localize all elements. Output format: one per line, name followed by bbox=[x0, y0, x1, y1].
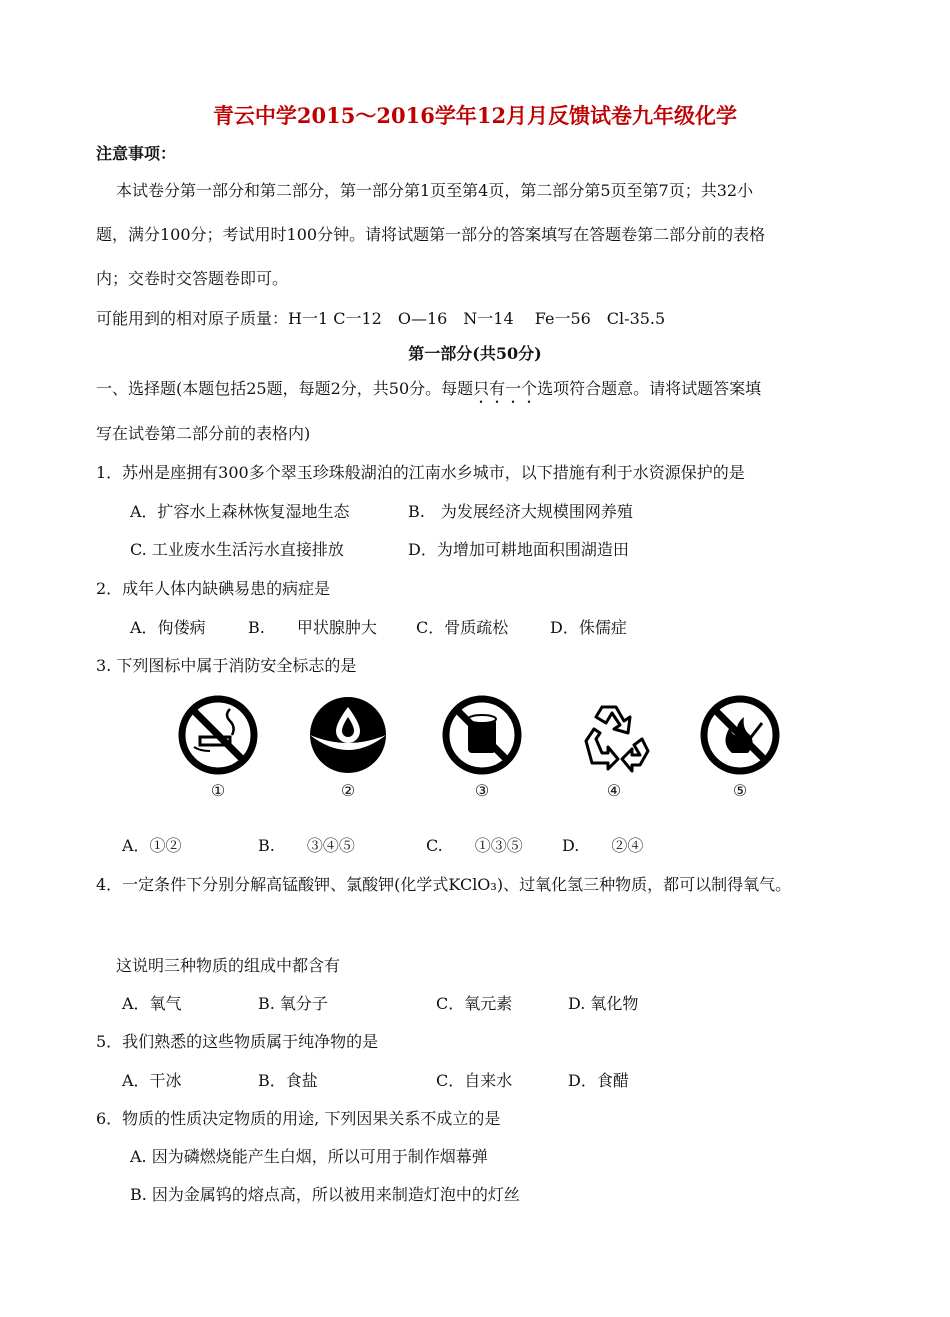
no-fuel-barrel-icon bbox=[440, 693, 524, 777]
q5-stem: 5．我们熟悉的这些物质属于纯净物的是 bbox=[96, 1032, 379, 1051]
section-intro-line-2: 写在试卷第二部分前的表格内) bbox=[96, 424, 311, 443]
notice-line-1: 本试卷分第一部分和第二部分，第一部分第1页至第4页，第二部分第5页至第7页；共32小 bbox=[116, 181, 754, 200]
notice-heading: 注意事项： bbox=[96, 144, 177, 163]
q1-option-d: D．为增加可耕地面积围湖造田 bbox=[408, 540, 629, 559]
recycling-icon bbox=[572, 693, 656, 777]
q2-option-b: B. 甲状腺肿大 bbox=[248, 618, 377, 637]
q2-option-a: A．佝偻病 bbox=[130, 618, 206, 637]
section-intro bbox=[96, 378, 761, 407]
sign-2 bbox=[298, 693, 398, 803]
q6-stem: 6．物质的性质决定物质的用途, 下列因果关系不成立的是 bbox=[96, 1109, 501, 1128]
q1-option-c: C. 工业废水生活污水直接排放 bbox=[130, 540, 344, 559]
q5-option-a: A．干冰 bbox=[122, 1071, 182, 1090]
q4-option-a: A．氧气 bbox=[122, 994, 182, 1013]
water-saving-icon bbox=[306, 693, 390, 777]
q6-option-b: B. 因为金属钨的熔点高，所以被用来制造灯泡中的灯丝 bbox=[130, 1185, 520, 1204]
section-intro-text-a: 一、选择题(本题包括25题，每题2分，共50分。每题 bbox=[96, 379, 474, 398]
q1-option-a: A．扩容水上森林恢复湿地生态 bbox=[130, 502, 350, 521]
q3-option-a: A．①② bbox=[122, 836, 182, 855]
q4-option-c: C．氧元素 bbox=[436, 994, 513, 1013]
sign-3-number: ③ bbox=[474, 781, 490, 800]
exam-title: 青云中学2015～2016学年12月月反馈试卷九年级化学 bbox=[212, 103, 738, 128]
sign-4 bbox=[564, 693, 664, 803]
no-smoking-icon bbox=[176, 693, 260, 777]
q3-option-d: D. ②④ bbox=[562, 836, 644, 855]
q4-stem-continued: 这说明三种物质的组成中都含有 bbox=[116, 956, 341, 975]
q1-option-b: B. 为发展经济大规模围网养殖 bbox=[408, 502, 633, 521]
q2-stem: 2．成年人体内缺碘易患的病症是 bbox=[96, 579, 331, 598]
q4-stem: 4．一定条件下分别分解高锰酸钾、氯酸钾(化学式KClO₃)、过氧化氢三种物质，都可以制得氧气。 bbox=[96, 875, 792, 894]
sign-4-number: ④ bbox=[606, 781, 622, 800]
q2-option-d: D．侏儒症 bbox=[550, 618, 627, 637]
sign-1-number: ① bbox=[210, 781, 226, 800]
q4-option-d: D. 氧化物 bbox=[568, 994, 639, 1013]
emphasized-phrase: 只有一个 bbox=[473, 379, 538, 398]
sign-5 bbox=[690, 693, 790, 803]
q3-option-b: B. ③④⑤ bbox=[258, 836, 355, 855]
sign-3 bbox=[432, 693, 532, 803]
q3-option-c: C. ①③⑤ bbox=[426, 836, 523, 855]
sign-1 bbox=[168, 693, 268, 803]
part1-heading: 第一部分(共50分) bbox=[408, 344, 542, 363]
no-open-flame-icon bbox=[698, 693, 782, 777]
q5-option-b: B．食盐 bbox=[258, 1071, 318, 1090]
sign-5-number: ⑤ bbox=[732, 781, 748, 800]
q6-option-a: A. 因为磷燃烧能产生白烟，所以可用于制作烟幕弹 bbox=[130, 1147, 488, 1166]
section-intro-text-b: 选项符合题意。请将试题答案填 bbox=[537, 379, 762, 398]
notice-line-3: 内；交卷时交答题卷即可。 bbox=[96, 269, 289, 288]
q3-stem: 3. 下列图标中属于消防安全标志的是 bbox=[96, 656, 357, 675]
atomic-mass-line: 可能用到的相对原子质量：H一1 C一12 O—16 N一14 Fe一56 Cl-35.5 bbox=[96, 309, 666, 328]
sign-2-number: ② bbox=[340, 781, 356, 800]
notice-line-2: 题，满分100分；考试用时100分钟。请将试题第一部分的答案填写在答题卷第二部分前的表格 bbox=[96, 225, 766, 244]
q2-option-c: C．骨质疏松 bbox=[416, 618, 509, 637]
q1-stem: 1．苏州是座拥有300多个翠玉珍珠般湖泊的江南水乡城市，以下措施有利于水资源保护的是 bbox=[96, 463, 745, 482]
q4-option-b: B. 氧分子 bbox=[258, 994, 328, 1013]
q5-option-c: C．自来水 bbox=[436, 1071, 513, 1090]
q5-option-d: D．食醋 bbox=[568, 1071, 629, 1090]
